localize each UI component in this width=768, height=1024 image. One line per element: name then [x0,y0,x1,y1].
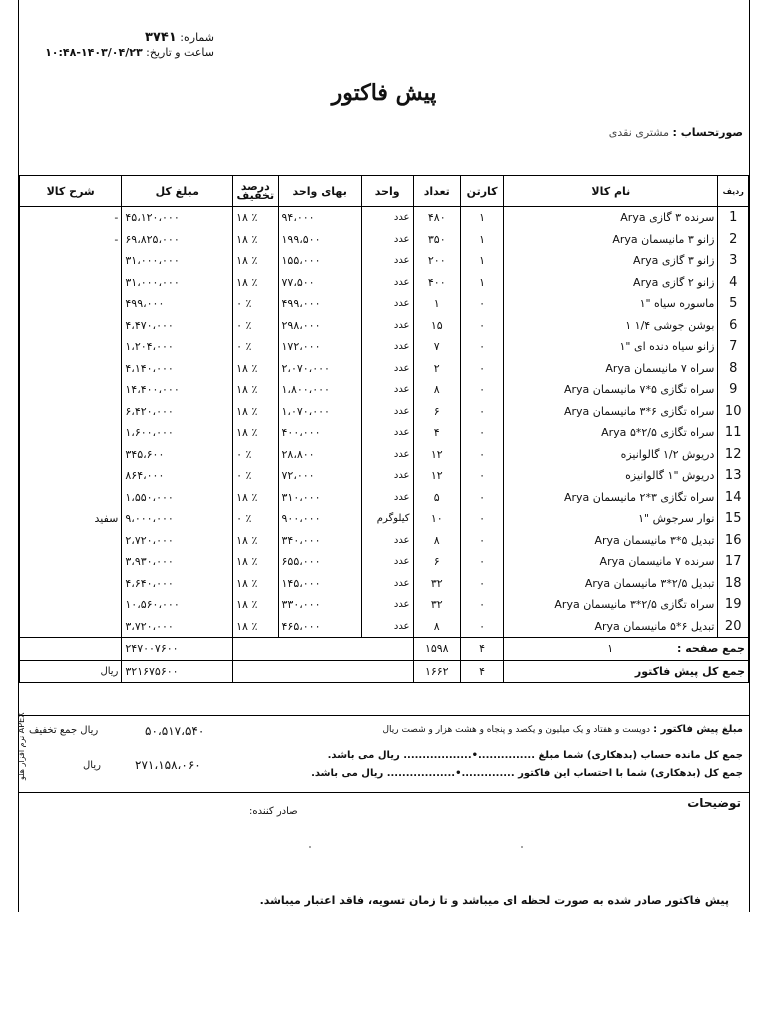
cell-total: ۶۹،۸۲۵،۰۰۰ [122,229,233,251]
cell-name: زانو سیاه دنده ای "۱ [504,336,718,358]
cell-qty: ۶ [413,551,460,573]
col-price: بهای واحد [278,176,361,207]
cell-idx: 4 [718,272,749,294]
grand-total-amount: ۳۲۱۶۷۵۶۰۰ [122,660,233,683]
cell-unit: عدد [361,336,413,358]
cell-disc: ٪ ۱۸ [233,401,278,423]
cell-idx: 19 [718,594,749,616]
page-total-label-cell [504,638,749,661]
cell-qty: ۱۰ [413,508,460,530]
account-label: صورتحساب : [672,126,743,139]
cell-disc: ٪ ۱۸ [233,229,278,251]
cell-idx: 20 [718,616,749,638]
cell-carton: ۰ [461,358,504,380]
net-value: ۲۷۱،۱۵۸،۰۶۰ [135,758,201,772]
cell-unit: عدد [361,401,413,423]
col-idx: ردیف [718,176,749,207]
cell-price: ۱۷۲،۰۰۰ [278,336,361,358]
cell-name: زانو ۲ گازی Arya [504,272,718,294]
cell-desc [20,379,122,401]
cell-unit: عدد [361,422,413,444]
account-value: مشتری نقدی [608,126,669,139]
col-qty: تعداد [413,176,460,207]
page-total-row [20,638,749,661]
cell-total: ۳۱،۰۰۰،۰۰۰ [122,250,233,272]
cell-total: ۴۹۹،۰۰۰ [122,293,233,315]
cell-price: ۷۷،۵۰۰ [278,272,361,294]
cell-qty: ۴ [413,422,460,444]
cell-idx: 10 [718,401,749,423]
balance-line: جمع کل مانده حساب (بدهکاری) شما مبلغ ...............•.................. ریال می باشد. [327,750,743,761]
cell-total: ۴۵،۱۲۰،۰۰۰ [122,207,233,229]
cell-qty: ۳۲ [413,573,460,595]
cell-name: نوار سرجوش "۱ [504,508,718,530]
issuer-label: صادر کننده: [249,806,298,817]
cell-desc [20,573,122,595]
summary-block [19,715,749,793]
grand-total-currency: ریال [20,660,122,683]
cell-unit: عدد [361,293,413,315]
cell-carton: ۰ [461,336,504,358]
cell-name: تبدیل ۲/۵*۳ مانیسمان Arya [504,573,718,595]
cell-total: ۲،۷۲۰،۰۰۰ [122,530,233,552]
cell-qty: ۱۲ [413,444,460,466]
grand-total-empty [233,660,413,683]
cell-desc [20,315,122,337]
grand-total-qty: ۱۶۶۲ [413,660,460,683]
cell-name: تبدیل ۵*۳ مانیسمان Arya [504,530,718,552]
cell-carton: ۰ [461,422,504,444]
cell-desc [20,422,122,444]
cell-unit: عدد [361,315,413,337]
cell-total: ۱۰،۵۶۰،۰۰۰ [122,594,233,616]
cell-name: سراه ۷ مانیسمان Arya [504,358,718,380]
cell-carton: ۰ [461,551,504,573]
cell-total: ۴،۱۴۰،۰۰۰ [122,358,233,380]
col-desc: شرح کالا [20,176,122,207]
invoice-datetime-label: ساعت و تاریخ: [146,46,214,59]
cell-qty: ۲ [413,358,460,380]
items-body [20,207,749,683]
cell-unit: عدد [361,250,413,272]
cell-desc [20,551,122,573]
cell-idx: 15 [718,508,749,530]
cell-total: ۱،۵۵۰،۰۰۰ [122,487,233,509]
cell-price: ۶۵۵،۰۰۰ [278,551,361,573]
cell-unit: عدد [361,616,413,638]
balance-after-line: جمع کل (بدهکاری) شما با احتساب این فاکتور ..............•.................. ریال می باشد. [311,768,743,779]
invoice-page [18,0,750,912]
cell-idx: 6 [718,315,749,337]
cell-price: ۴۹۹،۰۰۰ [278,293,361,315]
cell-idx: 17 [718,551,749,573]
cell-qty: ۱۲ [413,465,460,487]
cell-price: ۳۳۰،۰۰۰ [278,594,361,616]
col-unit: واحد [361,176,413,207]
cell-unit: عدد [361,229,413,251]
cell-disc: ٪ ۱۸ [233,530,278,552]
cell-total: ۱،۲۰۴،۰۰۰ [122,336,233,358]
cell-unit: عدد [361,358,413,380]
table-row [20,207,749,229]
net-currency: ریال [83,760,101,771]
table-row [20,616,749,638]
cell-price: ۲۸،۸۰۰ [278,444,361,466]
table-row [20,293,749,315]
cell-qty: ۴۸۰ [413,207,460,229]
cell-name: ماسوره سیاه "۱ [504,293,718,315]
table-row [20,229,749,251]
table-row [20,401,749,423]
cell-disc: ٪ ۱۸ [233,616,278,638]
cell-carton: ۱ [461,207,504,229]
cell-price: ۹۰۰،۰۰۰ [278,508,361,530]
signature-dot-left [309,846,311,848]
cell-carton: ۰ [461,379,504,401]
table-row [20,508,749,530]
cell-price: ۲۹۸،۰۰۰ [278,315,361,337]
cell-unit: کیلوگرم [361,508,413,530]
page-total-qty: ۱۵۹۸ [413,638,460,661]
cell-desc [20,293,122,315]
table-row [20,379,749,401]
cell-carton: ۱ [461,250,504,272]
cell-price: ۱،۰۷۰،۰۰۰ [278,401,361,423]
cell-carton: ۰ [461,487,504,509]
cell-price: ۴۰۰،۰۰۰ [278,422,361,444]
page-total-carton: ۴ [461,638,504,661]
cell-name: دریوش ۱/۲ گالوانیزه [504,444,718,466]
cell-disc: ٪ ۱۸ [233,250,278,272]
table-row [20,530,749,552]
cell-name: تبدیل ۶*۵ مانیسمان Arya [504,616,718,638]
signature-dot-right [521,846,523,848]
validity-note: پیش فاکتور صادر شده به صورت لحظه ای میباشد و تا زمان تسویه، فاقد اعتبار میباشد. [259,894,729,907]
cell-name: زانو ۳ گازی Arya [504,250,718,272]
cell-desc [20,401,122,423]
cell-total: ۱۴،۴۰۰،۰۰۰ [122,379,233,401]
table-row [20,250,749,272]
page-total-amount: ۲۴۷۰۰۷۶۰۰ [122,638,233,661]
cell-carton: ۰ [461,401,504,423]
invoice-datetime [45,46,214,59]
cell-price: ۱۹۹،۵۰۰ [278,229,361,251]
cell-total: ۳۴۵،۶۰۰ [122,444,233,466]
cell-idx: 7 [718,336,749,358]
cell-idx: 3 [718,250,749,272]
cell-desc [20,444,122,466]
items-table [19,175,749,683]
account-line [609,126,743,139]
cell-total: ۳،۷۲۰،۰۰۰ [122,616,233,638]
invoice-number-value: ۳۷۴۱ [145,30,177,45]
table-row [20,573,749,595]
cell-idx: 12 [718,444,749,466]
page-total-desc [20,638,122,661]
invoice-datetime-value: ۱۴۰۳/۰۴/۲۳-۱۰:۴۸ [45,46,143,59]
cell-disc: ٪ ۰ [233,465,278,487]
cell-qty: ۸ [413,616,460,638]
cell-unit: عدد [361,444,413,466]
cell-desc [20,358,122,380]
cell-unit: عدد [361,487,413,509]
cell-disc: ٪ ۱۸ [233,487,278,509]
page-total-label: جمع صفحه : [676,642,745,656]
cell-disc: ٪ ۰ [233,315,278,337]
cell-carton: ۰ [461,594,504,616]
discount-value: ۵۰،۵۱۷،۵۴۰ [145,724,205,738]
cell-unit: عدد [361,207,413,229]
cell-total: ۴،۶۴۰،۰۰۰ [122,573,233,595]
cell-desc: - [20,207,122,229]
cell-name: سراه تگازی ۲/۵*۳ مانیسمان Arya [504,594,718,616]
cell-qty: ۵ [413,487,460,509]
amount-words [382,724,743,735]
cell-idx: 5 [718,293,749,315]
cell-name: سراه تگازی ۶*۳ مانیسمان Arya [504,401,718,423]
invoice-number [145,30,214,45]
cell-unit: عدد [361,573,413,595]
items-header-row [20,176,749,207]
cell-qty: ۸ [413,530,460,552]
software-side-label: نرم افزار هلو APEX [17,712,26,780]
cell-price: ۷۲،۰۰۰ [278,465,361,487]
cell-desc [20,616,122,638]
cell-carton: ۱ [461,229,504,251]
cell-price: ۱۵۵،۰۰۰ [278,250,361,272]
cell-carton: ۰ [461,315,504,337]
cell-disc: ٪ ۱۸ [233,272,278,294]
cell-desc: سفید [20,508,122,530]
cell-carton: ۰ [461,616,504,638]
cell-total: ۱،۶۰۰،۰۰۰ [122,422,233,444]
cell-desc [20,487,122,509]
cell-disc: ٪ ۱۸ [233,358,278,380]
cell-desc [20,594,122,616]
grand-total-carton: ۴ [461,660,504,683]
page-total-empty [233,638,413,661]
amount-words-value: دویست و هفتاد و یک میلیون و یکصد و پنجاه و هشت هزار و شصت ریال [382,725,650,735]
cell-price: ۱۴۵،۰۰۰ [278,573,361,595]
cell-total: ۳۱،۰۰۰،۰۰۰ [122,272,233,294]
table-row [20,272,749,294]
cell-qty: ۷ [413,336,460,358]
cell-disc: ٪ ۱۸ [233,594,278,616]
cell-total: ۹،۰۰۰،۰۰۰ [122,508,233,530]
cell-carton: ۰ [461,573,504,595]
cell-name: سراه تگازی ۳*۲ مانیسمان Arya [504,487,718,509]
table-row [20,551,749,573]
cell-idx: 8 [718,358,749,380]
cell-desc [20,465,122,487]
table-row [20,336,749,358]
cell-price: ۳۴۰،۰۰۰ [278,530,361,552]
cell-unit: عدد [361,551,413,573]
col-name: نام کالا [504,176,718,207]
table-row [20,422,749,444]
cell-total: ۴،۴۷۰،۰۰۰ [122,315,233,337]
cell-unit: عدد [361,272,413,294]
cell-idx: 11 [718,422,749,444]
table-row [20,358,749,380]
cell-carton: ۰ [461,465,504,487]
cell-unit: عدد [361,530,413,552]
table-row [20,444,749,466]
col-carton: کارتن [461,176,504,207]
cell-name: زانو ۳ مانیسمان Arya [504,229,718,251]
cell-unit: عدد [361,594,413,616]
cell-carton: ۰ [461,530,504,552]
cell-total: ۳،۹۳۰،۰۰۰ [122,551,233,573]
cell-carton: ۰ [461,444,504,466]
cell-disc: ٪ ۰ [233,444,278,466]
cell-idx: 16 [718,530,749,552]
cell-disc: ٪ ۱۸ [233,573,278,595]
cell-desc [20,336,122,358]
cell-price: ۹۴،۰۰۰ [278,207,361,229]
cell-total: ۸۶۴،۰۰۰ [122,465,233,487]
cell-price: ۲،۰۷۰،۰۰۰ [278,358,361,380]
cell-disc: ٪ ۱۸ [233,422,278,444]
cell-qty: ۳۲ [413,594,460,616]
table-row [20,594,749,616]
amount-words-label: مبلغ پیش فاکتور : [653,724,743,735]
cell-name: بوشن جوشی ۱/۴ ۱ [504,315,718,337]
cell-qty: ۳۵۰ [413,229,460,251]
cell-desc [20,272,122,294]
cell-qty: ۱۵ [413,315,460,337]
cell-name: سرنده ۳ گازی Arya [504,207,718,229]
cell-desc: - [20,229,122,251]
table-row [20,315,749,337]
col-discount: درصد تخفیف [233,176,278,207]
cell-desc [20,250,122,272]
cell-idx: 2 [718,229,749,251]
cell-price: ۴۶۵،۰۰۰ [278,616,361,638]
cell-idx: 13 [718,465,749,487]
cell-disc: ٪ ۰ [233,336,278,358]
cell-disc: ٪ ۱۸ [233,379,278,401]
discount-label: ریال جمع تخفیف [29,725,99,736]
cell-qty: ۸ [413,379,460,401]
cell-carton: ۰ [461,508,504,530]
cell-total: ۶،۴۲۰،۰۰۰ [122,401,233,423]
invoice-number-label: شماره: [180,31,214,44]
cell-price: ۳۱۰،۰۰۰ [278,487,361,509]
grand-total-row [20,660,749,683]
cell-name: سراه تگازی ۵*۷ مانیسمان Arya [504,379,718,401]
cell-desc [20,530,122,552]
cell-disc: ٪ ۰ [233,293,278,315]
table-row [20,487,749,509]
cell-carton: ۱ [461,272,504,294]
cell-carton: ۰ [461,293,504,315]
grand-total-label: جمع کل پیش فاکتور [504,660,749,683]
cell-qty: ۴۰۰ [413,272,460,294]
notes-title: توضیحات [687,796,741,810]
cell-idx: 9 [718,379,749,401]
cell-unit: عدد [361,465,413,487]
cell-name: سراه تگازی ۲/۵*۵ Arya [504,422,718,444]
cell-idx: 1 [718,207,749,229]
cell-disc: ٪ ۰ [233,508,278,530]
page-title: پیش فاکتور [331,80,437,106]
col-total: مبلغ کل [122,176,233,207]
cell-idx: 18 [718,573,749,595]
cell-qty: ۲۰۰ [413,250,460,272]
cell-qty: ۶ [413,401,460,423]
cell-unit: عدد [361,379,413,401]
cell-idx: 14 [718,487,749,509]
cell-disc: ٪ ۱۸ [233,551,278,573]
page-number: ۱ [607,642,614,656]
table-row [20,465,749,487]
cell-qty: ۱ [413,293,460,315]
cell-name: سرنده ۷ مانیسمان Arya [504,551,718,573]
cell-disc: ٪ ۱۸ [233,207,278,229]
cell-name: دریوش "۱ گالوانیزه [504,465,718,487]
cell-price: ۱،۸۰۰،۰۰۰ [278,379,361,401]
